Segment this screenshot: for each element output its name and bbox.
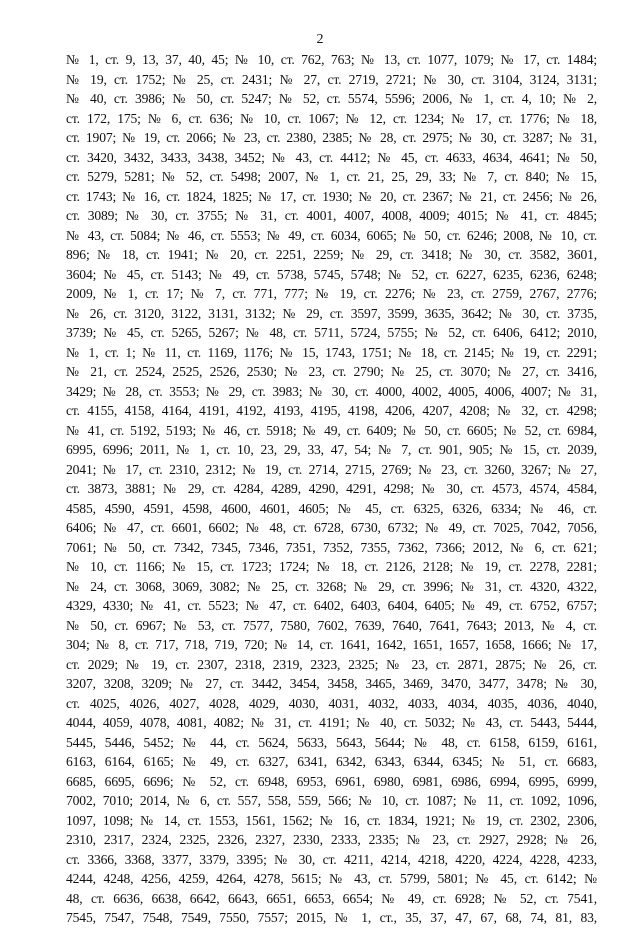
text-line: 7545, 7547, 7548, 7549, 7550, 7557; 2015, № 1, ст., 35, 37, 47, 67, 68, 74, 81, 83, <box>66 910 597 925</box>
text-line: ст. 4155, 4158, 4164, 4191, 4192, 4193, 4195, 4198, 4206, 4207, 4208; № 32, ст. 4298; <box>66 403 597 418</box>
text-line: № 10, ст. 1166; № 15, ст. 1723; 1724; № 18, ст. 2126, 2128; № 19, ст. 2278, 2281; <box>66 559 597 574</box>
text-line: № 21, ст. 2524, 2525, 2526, 2530; № 23, ст. 2790; № 25, ст. 3070; № 27, ст. 3416, <box>66 364 597 379</box>
text-line: 4044, 4059, 4078, 4081, 4082; № 31, ст. 4191; № 40, ст. 5032; № 43, ст. 5443, 5444, <box>66 715 597 730</box>
text-line: № 43, ст. 5084; № 46, ст. 5553; № 49, ст. 6034, 6065; № 50, ст. 6246; 2008, № 10, ст. <box>66 227 597 243</box>
text-line: ст. 1907; № 19, ст. 2066; № 23, ст. 2380, 2385; № 28, ст. 2975; № 30, ст. 3287; № 31, <box>66 130 597 145</box>
text-line: ст. 5279, 5281; № 52, ст. 5498; 2007, № 1, ст. 21, 25, 29, 33; № 7, ст. 840; № 15, <box>66 169 597 184</box>
text-line: 3207, 3208, 3209; № 27, ст. 3442, 3454, 3458, 3465, 3469, 3470, 3477, 3478; № 30, <box>66 676 597 691</box>
text-line: № 41, ст. 5192, 5193; № 46, ст. 5918; № 49, ст. 6409; № 50, ст. 6605; № 52, ст. 6984, <box>66 422 597 438</box>
text-line: № 1, ст. 9, 13, 37, 40, 45; № 10, ст. 762, 763; № 13, ст. 1077, 1079; № 17, ст. 1484; <box>66 52 597 67</box>
text-line: 2310, 2317, 2324, 2325, 2326, 2327, 2330, 2333, 2335; № 23, ст. 2927, 2928; № 26, <box>66 832 597 847</box>
text-line: 4244, 4248, 4256, 4259, 4264, 4278, 5615; № 43, ст. 5799, 5801; № 45, ст. 6142; № <box>66 871 597 886</box>
text-line: ст. 172, 175; № 6, ст. 636; № 10, ст. 1067; № 12, ст. 1234; № 17, ст. 1776; № 18, <box>66 110 597 126</box>
text-line: 6995, 6996; 2011, № 1, ст. 10, 23, 29, 33, 47, 54; № 7, ст. 901, 905; № 15, ст. 2039, <box>66 442 597 457</box>
text-line: 2009, № 1, ст. 17; № 7, ст. 771, 777; № 19, ст. 2276; № 23, ст. 2759, 2767, 2776; <box>66 286 597 301</box>
body-text <box>66 50 597 928</box>
text-line: 7061; № 50, ст. 7342, 7345, 7346, 7351, 7352, 7355, 7362, 7366; 2012, № 6, ст. 621; <box>66 539 597 555</box>
text-line: № 1, ст. 1; № 11, ст. 1169, 1176; № 15, 1743, 1751; № 18, ст. 2145; № 19, ст. 2291; <box>66 344 597 360</box>
text-line: ст. 3366, 3368, 3377, 3379, 3395; № 30, ст. 4211, 4214, 4218, 4220, 4224, 4228, 4233, <box>66 851 597 867</box>
page-number: 2 <box>316 32 324 47</box>
text-line: ст. 2029; № 19, ст. 2307, 2318, 2319, 2323, 2325; № 23, ст. 2871, 2875; № 26, ст. <box>66 656 597 672</box>
text-line: 6685, 6695, 6696; № 52, ст. 6948, 6953, 6961, 6980, 6981, 6986, 6994, 6995, 6999, <box>66 773 597 789</box>
text-line: 48, ст. 6636, 6638, 6642, 6643, 6651, 6653, 6654; № 49, ст. 6928; № 52, ст. 7541, <box>66 890 597 906</box>
text-line: 4329, 4330; № 41, ст. 5523; № 47, ст. 6402, 6403, 6404, 6405; № 49, ст. 6752, 6757; <box>66 598 597 613</box>
text-line: 4585, 4590, 4591, 4598, 4600, 4601, 4605; № 45, ст. 6325, 6326, 6334; № 46, ст. <box>66 500 597 516</box>
text-line: ст. 3089; № 30, ст. 3755; № 31, ст. 4001, 4007, 4008, 4009; 4015; № 41, ст. 4845; <box>66 208 597 223</box>
text-line: 5445, 5446, 5452; № 44, ст. 5624, 5633, 5643, 5644; № 48, ст. 6158, 6159, 6161, <box>66 734 597 750</box>
text-line: 6163, 6164, 6165; № 49, ст. 6327, 6341, 6342, 6343, 6344, 6345; № 51, ст. 6683, <box>66 754 597 769</box>
text-line: 6406; № 47, ст. 6601, 6602; № 48, ст. 6728, 6730, 6732; № 49, ст. 7025, 7042, 7056, <box>66 520 597 535</box>
text-line: 3604; № 45, ст. 5143; № 49, ст. 5738, 5745, 5748; № 52, ст. 6227, 6235, 6236, 6248; <box>66 266 597 282</box>
text-line: 3429; № 28, ст. 3553; № 29, ст. 3983; № 30, ст. 4000, 4002, 4005, 4006, 4007; № 31, <box>66 383 597 399</box>
text-line: ст. 3873, 3881; № 29, ст. 4284, 4289, 4290, 4291, 4298; № 30, ст. 4573, 4574, 4584, <box>66 481 597 496</box>
text-line: № 19, ст. 1752; № 25, ст. 2431; № 27, ст. 2719, 2721; № 30, ст. 3104, 3124, 3131; <box>66 71 597 87</box>
text-line: 2041; № 17, ст. 2310, 2312; № 19, ст. 2714, 2715, 2769; № 23, ст. 3260, 3267; № 27, <box>66 461 597 477</box>
text-line: № 24, ст. 3068, 3069, 3082; № 25, ст. 3268; № 29, ст. 3996; № 31, ст. 4320, 4322, <box>66 578 597 594</box>
text-line: 1097, 1098; № 14, ст. 1553, 1561, 1562; № 16, ст. 1834, 1921; № 19, ст. 2302, 2306, <box>66 812 597 828</box>
text-line: 3739; № 45, ст. 5265, 5267; № 48, ст. 5711, 5724, 5755; № 52, ст. 6406, 6412; 2010, <box>66 325 597 340</box>
text-line: 896; № 18, ст. 1941; № 20, ст. 2251, 2259; № 29, ст. 3418; № 30, ст. 3582, 3601, <box>66 247 597 262</box>
text-line: № 50, ст. 6967; № 53, ст. 7577, 7580, 7602, 7639, 7640, 7641, 7643; 2013, № 4, ст. <box>66 617 597 633</box>
text-line: № 26, ст. 3120, 3122, 3131, 3132; № 29, ст. 3597, 3599, 3635, 3642; № 30, ст. 3735, <box>66 305 597 321</box>
text-line: 304; № 8, ст. 717, 718, 719, 720; № 14, ст. 1641, 1642, 1651, 1657, 1658, 1666; № 17, <box>66 637 597 652</box>
text-line: ст. 4025, 4026, 4027, 4028, 4029, 4030, 4031, 4032, 4033, 4034, 4035, 4036, 4040, <box>66 695 597 711</box>
text-line: 7002, 7010; 2014, № 6, ст. 557, 558, 559, 566; № 10, ст. 1087; № 11, ст. 1092, 1096, <box>66 793 597 808</box>
text-line: № 40, ст. 3986; № 50, ст. 5247; № 52, ст. 5574, 5596; 2006, № 1, ст. 4, 10; № 2, <box>66 91 597 106</box>
text-line: ст. 1743; № 16, ст. 1824, 1825; № 17, ст. 1930; № 20, ст. 2367; № 21, ст. 2456; № 26, <box>66 188 597 204</box>
text-line: ст. 3420, 3432, 3433, 3438, 3452; № 43, ст. 4412; № 45, ст. 4633, 4634, 4641; № 50, <box>66 149 597 165</box>
